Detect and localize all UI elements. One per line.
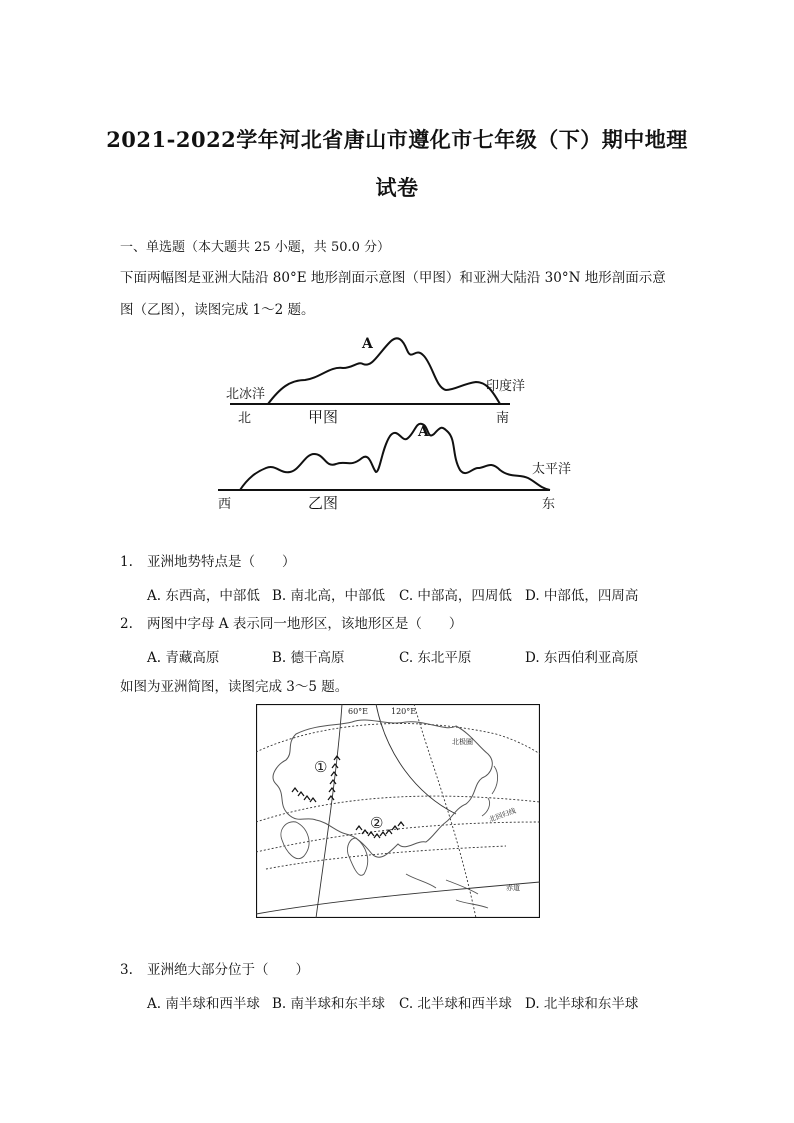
label-arctic-ocean: 北冰洋 [226,387,266,402]
caption-jia: 甲图 [308,408,339,426]
label-west: 西 [218,497,232,512]
q2-option-d[interactable]: D. 东西伯利亚高原 [525,650,639,666]
yi-terrain [240,424,550,490]
q3-number: 3. [120,962,133,978]
q1-option-d[interactable]: D. 中部低，四周高 [525,588,639,604]
q3-option-a[interactable]: A. 南半球和西半球 [147,996,260,1012]
q1-option-b[interactable]: B. 南北高，中部低 [272,588,386,604]
q2-number: 2. [120,616,133,632]
q2-stem: 两图中字母 A 表示同一地形区，该地形区是（ ） [147,616,463,632]
page-title-line2: 试卷 [375,175,419,200]
intro-1-line-2: 图（乙图），读图完成 1～2 题。 [120,302,315,318]
label-arctic-circle: 北极圈 [452,738,473,746]
label-south: 南 [496,411,510,426]
label-pacific-ocean: 太平洋 [532,462,572,477]
caption-yi: 乙图 [308,494,339,512]
terrain-profile-figure [210,328,600,518]
label-120e: 120°E [391,707,417,716]
intro-1-line-1: 下面两幅图是亚洲大陆沿 80°E 地形剖面示意图（甲图）和亚洲大陆沿 30°N 地形剖面示意 [120,270,666,286]
q1-option-a[interactable]: A. 东西高，中部低 [147,588,260,604]
mark-2: ② [370,814,384,832]
label-tropic: 北回归线 [487,806,517,824]
label-peak-a-jia: A [362,336,373,352]
label-north: 北 [238,411,252,426]
q1-option-c[interactable]: C. 中部高，四周低 [399,588,512,604]
page-title-line1: 2021-2022学年河北省唐山市遵化市七年级（下）期中地理 [106,127,688,152]
label-60e: 60°E [348,707,369,716]
label-peak-a-yi: A [418,424,429,440]
mark-1: ① [314,758,328,776]
q2-option-c[interactable]: C. 东北平原 [399,650,472,666]
section-heading: 一、单选题（本大题共 25 小题，共 50.0 分） [120,240,391,255]
label-equator: 赤道 [506,884,520,892]
q3-option-d[interactable]: D. 北半球和东半球 [525,996,639,1012]
asia-map [256,704,540,918]
jia-terrain [268,338,500,404]
q1-stem: 亚洲地势特点是（ ） [147,554,296,570]
intro-2: 如图为亚洲简图，读图完成 3～5 题。 [120,679,349,695]
label-indian-ocean: 印度洋 [486,379,526,394]
q3-stem: 亚洲绝大部分位于（ ） [147,962,309,978]
q1-number: 1. [120,554,133,570]
q3-option-c[interactable]: C. 北半球和西半球 [399,996,512,1012]
q2-option-a[interactable]: A. 青藏高原 [147,650,220,666]
label-east: 东 [542,497,556,512]
q2-option-b[interactable]: B. 德干高原 [272,650,345,666]
q3-option-b[interactable]: B. 南半球和东半球 [272,996,386,1012]
